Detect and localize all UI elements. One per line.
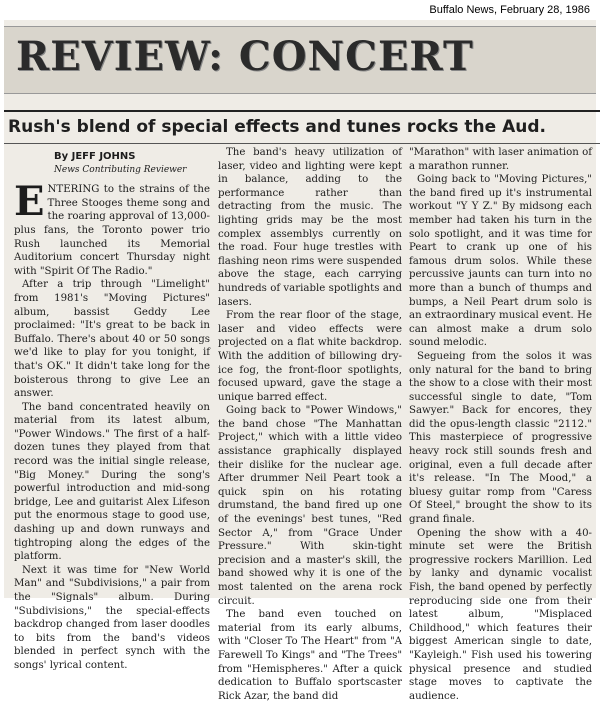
section-title: REVIEW: CONCERT [16,33,474,80]
paragraph: Next it was time for "New World Man" and "Subdivisions," a pair from the "Signals" album. During "Subdivisions," the special-effects backdrop changed from laser doodles to bits from the band's videos blended in perfect synch with the songs' lyrical content. [14,564,210,671]
paragraph: Going back to "Moving Pictures," the band fired up it's instrumental workout "Y Y Z." By midsong each member had taken his turn in the solo spotlight, and it was time for Peart to crank up one of his famous drum solos. While these percussive jaunts can turn into no more than a bunch of thumps and bumps, a Neil Peart drum solo is an extraordinary musical event. He can almost make a drum solo sound melodic. [409,174,592,349]
paragraph: "Marathon" with laser animation of a marathon runner. [409,147,592,172]
paragraph: From the rear floor of the stage, laser and video effects were projected on a flat white backdrop. With the addition of billowing dry-ice fog, the front-floor spotlights, focused upward, gave the stage a unique barred effect. [218,310,402,403]
paragraph: Segueing from the solos it was only natural for the band to bring the show to a close with their most successful single to date, "Tom Sawyer." Back for encores, they did the opus-length classic "2112." This masterpiece of progressive heavy rock still sounds fresh and original, even a full decade after it's release. "In The Mood," a bluesy guitar romp from "Caress Of Steel," brought the show to its grand finale. [409,350,592,526]
paragraph: Opening the show with a 40-minute set were the British progressive rockers Marillion. Led by lanky and dynamic vocalist Fish, the band opened by perfectly reproducing side one from their latest album, "Misplaced Childhood," which features their biggest American single to date, "Kayleigh." Fish used his towering physical presence and studied stage moves to captivate the audience. [409,527,592,702]
source-caption: Buffalo News, February 28, 1986 [429,4,590,16]
byline-author: By JEFF JOHNS [54,151,136,162]
article-column-2 [218,146,402,703]
headline: Rush's blend of special effects and tunes rocks the Aud. [4,110,600,144]
paragraph: ENTERING to the strains of the Three Stooges theme song and the roaring approval of 13,000-plus fans, the Toronto power trio Rush launched its Memorial Auditorium concert Thursday night with "Spirit Of The Radio." [14,178,210,277]
paragraph: After a trip through "Limelight" from 1981's "Moving Pictures" album, bassist Geddy Lee proclaimed: "It's great to be back in Buffalo. There's about 40 or 50 songs we'd like to play for you tonight, if that's OK." It didn't take long for the boisterous throng to give Lee an answer. [14,279,210,400]
paragraph: The band's heavy utilization of laser, video and lighting were kept in balance, adding to the performance rather than detracting from the music. The lighting grids may be the most complex assemblys currently on the road. Four huge trestles with flashing neon rims were suspended above the stage, each carrying hundreds of variable spotlights and lasers. [218,147,402,308]
paragraph: Going back to "Power Windows," the band chose "The Manhattan Project," which with a little video assistance graphically displayed their dislike for the nuclear age. After drummer Neil Peart took a quick spin on his rotating drumstand, the band fired up one of the evenings' best tunes, "Red Sector A," from "Grace Under Pressure." With skin-tight precision and a master's skill, the band showed why it is one of the most talented on the arena rock circuit. [218,405,402,607]
byline-role: News Contributing Reviewer [54,164,187,175]
section-banner [4,26,596,94]
paragraph: The band concentrated heavily on material from its latest album, "Power Windows." The first of a half-dozen tunes they played from that record was the initial single release, "Big Money." During the song's powerful introduction and mid-song bridge, Lee and guitarist Alex Lifeson put the enormous stage to good use, dashing up and down runways and tightroping along the edges of the platform. [14,401,210,563]
newspaper-clipping [4,20,596,702]
article-column-3 [409,146,592,703]
paragraph: The band even touched on material from its early albums, with "Closer To The Heart" from "A Farewell To Kings" and "The Trees" from "Hemispheres." After a quick dedication to Buffalo sportscaster Rick Azar, the band did [218,609,402,702]
drop-cap: E [14,178,45,226]
article-column-1 [14,146,210,673]
